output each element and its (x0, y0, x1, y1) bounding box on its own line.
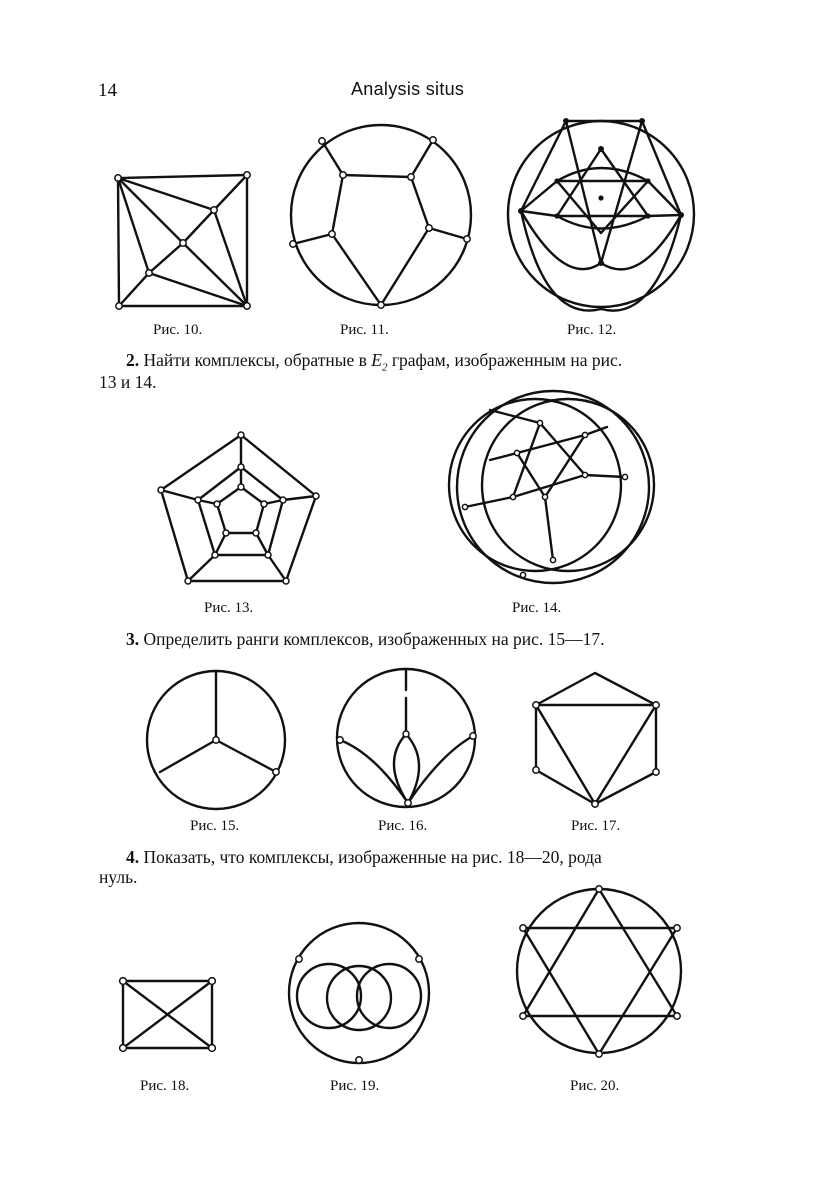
figure-15-caption: Рис. 15. (190, 818, 240, 834)
figure-17 (528, 665, 668, 810)
exercise-2-text-start: Найти комплексы, обратные в (143, 350, 372, 370)
figure-20-caption: Рис. 20. (570, 1078, 620, 1094)
exercise-2 (126, 349, 721, 379)
figure-11-caption: Рис. 11. (340, 322, 389, 338)
figure-14-caption: Рис. 14. (512, 600, 562, 616)
figure-17-caption: Рис. 17. (571, 818, 621, 834)
figure-16-caption: Рис. 16. (378, 818, 428, 834)
running-head: Analysis situs (351, 79, 465, 99)
figure-18 (112, 972, 224, 1057)
figure-13 (153, 425, 328, 590)
exercise-2-number: 2. (126, 350, 140, 370)
figure-20 (510, 876, 695, 1066)
page-number: 14 (98, 80, 117, 101)
figure-19-caption: Рис. 19. (330, 1078, 380, 1094)
figure-10-caption: Рис. 10. (153, 322, 203, 338)
figure-14 (435, 385, 675, 590)
exercise-3 (126, 628, 721, 650)
figure-10 (108, 165, 258, 315)
exercise-2-line-2: 13 и 14. (99, 372, 157, 392)
exercise-4-number: 4. (126, 847, 140, 867)
exercise-2-subscript: 2 (381, 361, 388, 374)
figure-12-caption: Рис. 12. (567, 322, 617, 338)
figure-18-caption: Рис. 18. (140, 1078, 190, 1094)
figure-11 (283, 118, 483, 313)
exercise-2-symbol: E (371, 350, 382, 370)
exercise-2-text-end: графам, изображенным на рис. (387, 350, 623, 370)
exercise-4 (126, 846, 726, 868)
exercise-4-line-2: нуль. (99, 867, 138, 887)
figure-13-caption: Рис. 13. (204, 600, 254, 616)
figure-16 (333, 662, 478, 812)
figure-19 (288, 918, 438, 1068)
exercise-3-number: 3. (126, 629, 140, 649)
figure-15 (145, 664, 290, 814)
figure-12 (505, 113, 700, 318)
exercise-4-text: Показать, что комплексы, изображенные на рис. 18—20, рода (143, 847, 602, 867)
exercise-3-text: Определить ранги комплексов, изображенных на рис. 15—17. (143, 629, 605, 649)
